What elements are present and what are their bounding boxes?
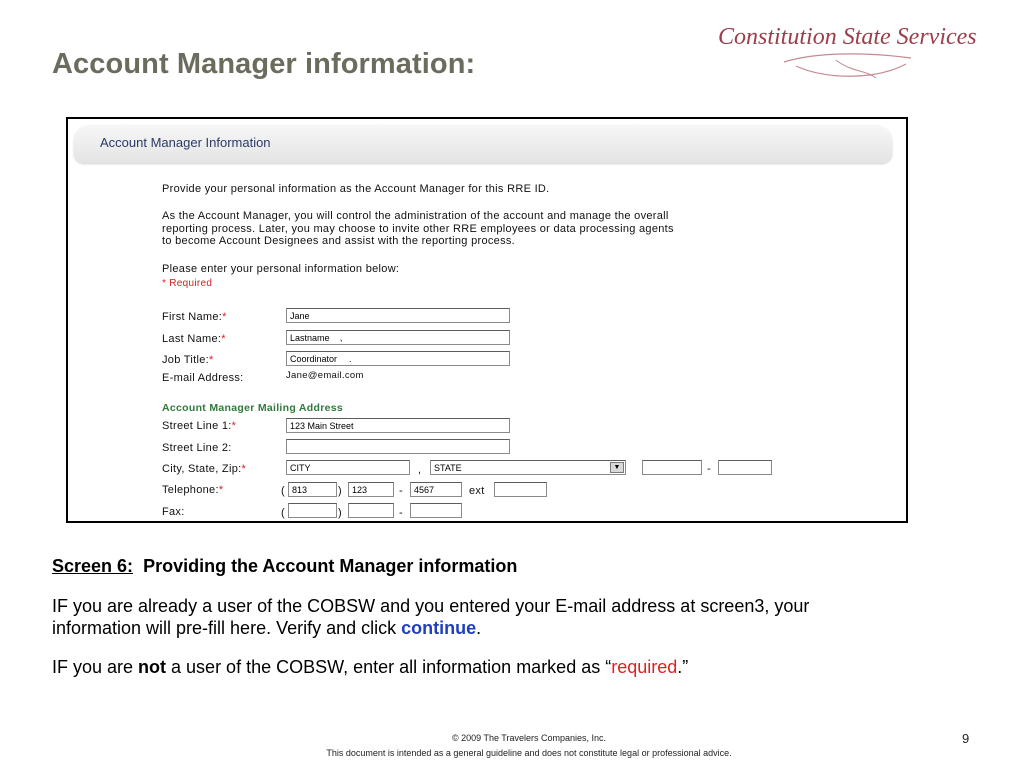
last-name-label: Last Name:*: [162, 333, 226, 345]
paragraph-new-user: IF you are not a user of the COBSW, enter all information marked as “required.”: [52, 657, 689, 677]
tel-area-input[interactable]: 813: [288, 482, 337, 497]
fax-prefix-input[interactable]: [348, 503, 394, 518]
street1-label: Street Line 1:*: [162, 420, 237, 432]
logo-flourish-icon: [776, 50, 926, 84]
city-comma: ,: [418, 464, 422, 476]
form-header: [74, 125, 892, 163]
paragraph-existing-user: IF you are already a user of the COBSW and you entered your E-mail address at screen3, your information will pre-fill here. Verify and click continue.: [52, 596, 810, 638]
required-note: * Required: [162, 278, 213, 289]
continue-link: continue: [401, 618, 477, 638]
ext-label: ext: [469, 485, 485, 497]
tel-prefix-input[interactable]: 123: [348, 482, 394, 497]
fax-line-input[interactable]: [410, 503, 462, 518]
chevron-down-icon: ▼: [610, 462, 624, 473]
company-logo: [716, 20, 982, 84]
first-name-input[interactable]: Jane: [286, 308, 510, 323]
form-screenshot: [66, 117, 908, 523]
street2-label: Street Line 2:: [162, 442, 232, 454]
screen-caption: [52, 556, 517, 577]
last-name-input[interactable]: Lastname 、: [286, 330, 510, 345]
logo-text: Constitution State Services: [718, 24, 977, 50]
fax-label: Fax:: [162, 506, 185, 518]
tel-ext-input[interactable]: [494, 482, 547, 497]
street2-input[interactable]: [286, 439, 510, 454]
zip-dash: -: [707, 463, 711, 475]
job-title-label: Job Title:*: [162, 354, 214, 366]
zip-input[interactable]: [642, 460, 702, 475]
tel-paren-close: ): [338, 485, 342, 497]
city-input[interactable]: CITY: [286, 460, 410, 475]
footer-copyright: © 2009 The Travelers Companies, Inc.: [451, 733, 607, 743]
zip-ext-input[interactable]: [718, 460, 772, 475]
screen-label: Screen 6:: [52, 556, 134, 576]
page-number: 9: [962, 731, 970, 746]
fax-dash: -: [399, 507, 403, 519]
screen-title: Providing the Account Manager information: [143, 556, 518, 576]
intro-line-1: As the Account Manager, you will control the administration of the account and manage the overall: [162, 210, 669, 222]
email-value: Jane@email.com: [286, 370, 364, 381]
slide-title: Account Manager information:: [52, 48, 476, 80]
street1-input[interactable]: 123 Main Street: [286, 418, 510, 433]
intro-line-3: to become Account Designees and assist with the reporting process.: [162, 235, 516, 247]
fax-paren-close: ): [338, 507, 342, 519]
tel-dash: -: [399, 485, 403, 497]
mailing-address-header: Account Manager Mailing Address: [162, 402, 344, 414]
job-title-input[interactable]: Coordinator .: [286, 351, 510, 366]
intro-line-2: reporting process. Later, you may choose to invite other RRE employees or data processing agents: [162, 223, 674, 235]
required-word: required: [611, 657, 678, 677]
please-enter-text: Please enter your personal information below:: [162, 263, 400, 275]
tel-paren-open: (: [281, 485, 285, 497]
tel-line-input[interactable]: 4567: [410, 482, 462, 497]
state-select[interactable]: STATE ▼: [430, 460, 626, 475]
city-state-zip-label: City, State, Zip:*: [162, 463, 247, 475]
intro-text: Provide your personal information as the Account Manager for this RRE ID.: [162, 183, 550, 195]
footer-disclaimer: This document is intended as a general guideline and does not constitute legal or professional advice.: [326, 748, 732, 758]
email-label: E-mail Address:: [162, 372, 244, 384]
telephone-label: Telephone:*: [162, 484, 224, 496]
first-name-label: First Name:*: [162, 311, 227, 323]
fax-paren-open: (: [281, 507, 285, 519]
form-header-title: Account Manager Information: [100, 135, 271, 150]
fax-area-input[interactable]: [288, 503, 337, 518]
